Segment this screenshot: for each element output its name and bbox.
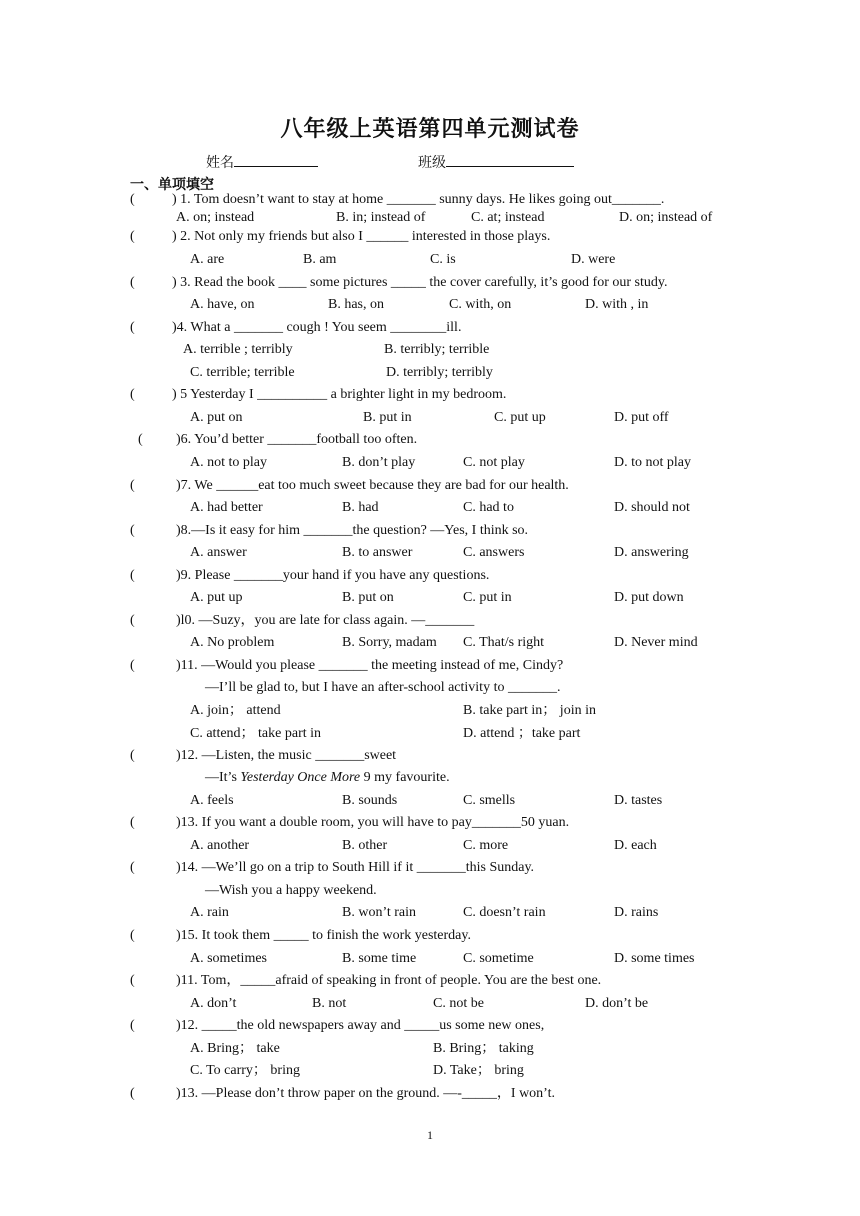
answer-option[interactable]: A. feels <box>190 793 234 808</box>
answer-option[interactable]: C. That/s right <box>463 635 545 650</box>
question-stem: )14. —We’ll go on a trip to South Hill if it _______this Sunday. <box>176 860 535 875</box>
answer-option[interactable]: A. on; instead <box>176 210 255 225</box>
answer-bracket[interactable]: ( <box>130 613 135 628</box>
answer-option[interactable]: A. not to play <box>190 455 267 470</box>
answer-option[interactable]: A. have, on <box>190 297 255 312</box>
answer-bracket[interactable]: ( <box>130 973 135 988</box>
answer-bracket[interactable]: ( <box>130 478 135 493</box>
question-stem: )7. We ______eat too much sweet because they are bad for our health. <box>176 478 569 493</box>
answer-option[interactable]: D. on; instead of <box>619 210 713 225</box>
answer-bracket[interactable]: ( <box>130 229 135 244</box>
answer-option[interactable]: A. join； attend <box>190 703 281 718</box>
answer-bracket[interactable]: ( <box>130 658 135 673</box>
class-blank[interactable] <box>446 152 574 167</box>
answer-bracket[interactable]: ( <box>130 320 135 335</box>
answer-option[interactable]: C. put in <box>463 590 512 605</box>
answer-option[interactable]: D. each <box>614 838 657 853</box>
answer-option[interactable]: C. not be <box>433 996 484 1011</box>
question-stem: )11. —Would you please _______ the meeting instead of me, Cindy? <box>176 658 564 673</box>
class-label: 班级 <box>418 155 446 171</box>
answer-option[interactable]: D. Never mind <box>614 635 698 650</box>
answer-option[interactable]: B. am <box>303 252 337 267</box>
answer-option[interactable]: D. put off <box>614 410 669 425</box>
answer-option[interactable]: C. is <box>430 252 456 267</box>
answer-option[interactable]: B. some time <box>342 951 417 966</box>
answer-bracket[interactable]: ( <box>130 387 135 402</box>
page-number: 1 <box>427 1128 433 1142</box>
answer-option[interactable]: B. put on <box>342 590 394 605</box>
answer-option[interactable]: B. won’t rain <box>342 905 417 920</box>
answer-option[interactable]: A. sometimes <box>190 951 267 966</box>
answer-option[interactable]: D. rains <box>614 905 659 920</box>
answer-bracket[interactable]: ( <box>130 928 135 943</box>
answer-option[interactable]: C. smells <box>463 793 516 808</box>
answer-bracket[interactable]: ( <box>130 860 135 875</box>
answer-bracket[interactable]: ( <box>138 432 143 447</box>
answer-option[interactable]: B. in; instead of <box>336 210 426 225</box>
answer-option[interactable]: C. with, on <box>449 297 512 312</box>
answer-bracket[interactable]: ( <box>130 815 135 830</box>
answer-bracket[interactable]: ( <box>130 1086 135 1101</box>
answer-option[interactable]: B. to answer <box>342 545 413 560</box>
answer-option[interactable]: D. tastes <box>614 793 663 808</box>
answer-option[interactable]: D. answering <box>614 545 689 560</box>
answer-bracket[interactable]: ( <box>130 275 135 290</box>
answer-option[interactable]: B. terribly; terrible <box>384 342 490 357</box>
answer-option[interactable]: B. Bring； taking <box>433 1041 534 1056</box>
name-label: 姓名 <box>206 155 234 171</box>
answer-option[interactable]: C. put up <box>494 410 546 425</box>
answer-option[interactable]: D. some times <box>614 951 695 966</box>
answer-option[interactable]: A. are <box>190 252 225 267</box>
answer-option[interactable]: A. Bring； take <box>190 1041 280 1056</box>
question-stem: ) 5 Yesterday I __________ a brighter light in my bedroom. <box>172 387 507 402</box>
question-stem: )15. It took them _____ to finish the work yesterday. <box>176 928 471 943</box>
answer-option[interactable]: D. Take； bring <box>433 1063 524 1078</box>
question-subline: —It’s Yesterday Once More 9 my favourite. <box>205 770 450 785</box>
answer-option[interactable]: B. put in <box>363 410 412 425</box>
answer-option[interactable]: C. not play <box>463 455 525 470</box>
question-stem: ) 1. Tom doesn’t want to stay at home _______ sunny days. He likes going out_______. <box>172 192 665 207</box>
answer-option[interactable]: B. had <box>342 500 379 515</box>
answer-option[interactable]: A. No problem <box>190 635 275 650</box>
answer-option[interactable]: A. rain <box>190 905 229 920</box>
answer-bracket[interactable]: ( <box>130 1018 135 1033</box>
answer-bracket[interactable]: ( <box>130 192 135 207</box>
song-title: Yesterday Once More <box>240 770 361 785</box>
answer-option[interactable]: B. has, on <box>328 297 384 312</box>
question-stem: )l0. —Suzy，you are late for class again. —_______ <box>176 613 475 628</box>
section-title: 一、单项填空 <box>130 177 214 193</box>
answer-option[interactable]: A. terrible ; terribly <box>183 342 293 357</box>
answer-option[interactable]: D. put down <box>614 590 684 605</box>
name-blank[interactable] <box>234 152 318 167</box>
question-stem: )12. —Listen, the music _______sweet <box>176 748 397 763</box>
question-stem: )4. What a _______ cough ! You seem ________ill. <box>172 320 462 335</box>
answer-option[interactable]: C. had to <box>463 500 514 515</box>
question-stem: )11. Tom，_____afraid of speaking in front of people. You are the best one. <box>176 973 602 988</box>
question-stem: ) 2. Not only my friends but also I ______ interested in those plays. <box>172 229 551 244</box>
question-stem: )8.—Is it easy for him _______the question? —Yes, I think so. <box>176 523 529 538</box>
name-field <box>206 152 318 172</box>
answer-option[interactable]: A. don’t <box>190 996 237 1011</box>
answer-option[interactable]: C. doesn’t rain <box>463 905 546 920</box>
question-stem: )13. —Please don’t throw paper on the ground. —-_____，I won’t. <box>176 1086 555 1101</box>
answer-option[interactable]: C. To carry； bring <box>190 1063 300 1078</box>
answer-option[interactable]: C. sometime <box>463 951 534 966</box>
answer-option[interactable]: B. sounds <box>342 793 398 808</box>
answer-option[interactable]: B. don’t play <box>342 455 416 470</box>
answer-option[interactable]: C. more <box>463 838 509 853</box>
question-subline: —Wish you a happy weekend. <box>205 883 377 898</box>
answer-option[interactable]: C. at; instead <box>471 210 545 225</box>
answer-option[interactable]: A. put up <box>190 590 243 605</box>
answer-bracket[interactable]: ( <box>130 748 135 763</box>
answer-option[interactable]: B. Sorry, madam <box>342 635 437 650</box>
answer-option[interactable]: A. answer <box>190 545 247 560</box>
answer-option[interactable]: D. to not play <box>614 455 691 470</box>
answer-option[interactable]: B. other <box>342 838 388 853</box>
answer-option[interactable]: A. had better <box>190 500 263 515</box>
question-stem: ) 3. Read the book ____ some pictures _____ the cover carefully, it’s good for our study. <box>172 275 668 290</box>
answer-option[interactable]: C. answers <box>463 545 525 560</box>
answer-option[interactable]: C. attend； take part in <box>190 726 322 741</box>
answer-option[interactable]: D. were <box>571 252 616 267</box>
question-stem: )6. You’d better _______football too often. <box>176 432 418 447</box>
question-stem: )13. If you want a double room, you will have to pay_______50 yuan. <box>176 815 570 830</box>
answer-option[interactable]: D. attend ；take part <box>463 726 581 741</box>
answer-option[interactable]: D. don’t be <box>585 996 649 1011</box>
answer-bracket[interactable]: ( <box>130 568 135 583</box>
answer-bracket[interactable]: ( <box>130 523 135 538</box>
answer-option[interactable]: A. another <box>190 838 250 853</box>
class-field <box>418 152 574 172</box>
answer-option[interactable]: D. with , in <box>585 297 649 312</box>
answer-option[interactable]: A. put on <box>190 410 243 425</box>
answer-option[interactable]: D. terribly; terribly <box>386 365 493 380</box>
question-stem: )12. _____the old newspapers away and _____us some new ones, <box>176 1018 545 1033</box>
answer-option[interactable]: D. should not <box>614 500 690 515</box>
answer-option[interactable]: B. take part in； join in <box>463 703 596 718</box>
page-title: 八年级上英语第四单元测试卷 <box>280 117 580 142</box>
answer-option[interactable]: B. not <box>312 996 347 1011</box>
question-stem: )9. Please _______your hand if you have any questions. <box>176 568 490 583</box>
question-subline: —I’ll be glad to, but I have an after-school activity to _______. <box>205 680 561 695</box>
answer-option[interactable]: C. terrible; terrible <box>190 365 295 380</box>
